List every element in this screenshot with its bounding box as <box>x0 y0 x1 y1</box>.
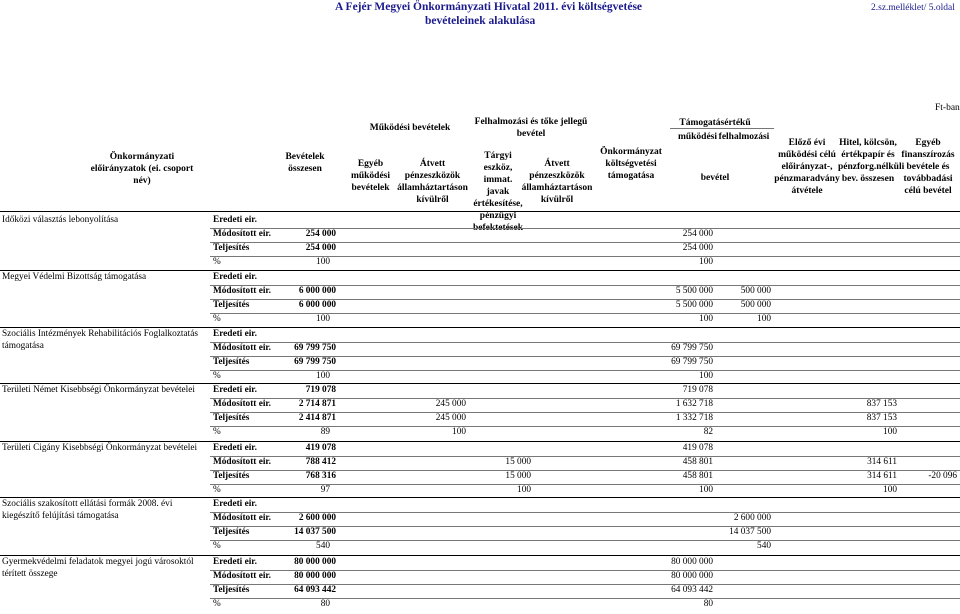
cell-optr: 245 000 <box>435 413 466 423</box>
cell-scap: 14 037 500 <box>729 527 771 537</box>
cell-gov: 100 <box>699 257 713 267</box>
row-total: 6 000 000 <box>298 286 336 296</box>
col-subsidy-rev-header: bevétel <box>700 173 730 183</box>
cell-gov: 80 000 000 <box>671 557 713 567</box>
cell-optr: 245 000 <box>435 399 466 409</box>
cell-other: 100 <box>883 485 897 495</box>
row-total: 254 000 <box>305 243 336 253</box>
row-label: Módosított eir. <box>213 457 272 467</box>
row-label: Eredeti eir. <box>213 272 257 282</box>
row-label: Módosított eir. <box>213 229 272 239</box>
cell-other: 314 611 <box>867 457 897 467</box>
col-capital-group-header: Felhalmozási és tőke jellegű bevétel <box>474 117 588 139</box>
row-label: Eredeti eir. <box>213 443 257 453</box>
cell-gov: 69 799 750 <box>671 357 713 367</box>
cell-gov: 419 078 <box>682 443 713 453</box>
group-name: Időközi választás lebonyolítása <box>2 215 119 225</box>
row-label: Teljesítés <box>213 527 250 537</box>
cell-sop: 500 000 <box>740 286 771 296</box>
row-label: Eredeti eir. <box>213 215 257 225</box>
col-subsidy-op-header: működési <box>677 132 718 142</box>
col-name-header: Önkormányzati előirányzatok (ei. csoport név) <box>90 152 194 186</box>
cell-other: 314 611 <box>867 471 897 481</box>
cell-gov: 1 632 718 <box>675 399 713 409</box>
row-label: Eredeti eir. <box>213 329 257 339</box>
col-other-fin-header: Egyéb finanszírozás bevétele és továbbadási célú bevétel <box>901 138 955 196</box>
row-total: 69 799 750 <box>294 343 336 353</box>
row-total: 100 <box>316 257 330 267</box>
row-total: 97 <box>320 485 330 495</box>
row-total: 89 <box>320 427 330 437</box>
col-op-transfer-header: Átvett pénzeszközök államháztartáson kívülről <box>397 159 468 205</box>
col-op-other-header: Egyéb működési bevételek <box>350 159 391 193</box>
page-subtitle: bevételeinek alakulása <box>425 15 536 27</box>
page-title: A Fejér Megyei Önkormányzati Hivatal 2011. évi költségvetése <box>335 1 643 13</box>
cell-gov: 82 <box>703 427 713 437</box>
group-name: Megyei Védelmi Bizottság támogatása <box>2 272 147 282</box>
cell-gov: 80 <box>703 599 713 609</box>
cell-gov: 100 <box>699 485 713 495</box>
row-label: % <box>213 314 221 324</box>
row-label: % <box>213 427 221 437</box>
page-reference: 2.sz.melléklet/ 5.oldal <box>871 3 955 13</box>
row-label: % <box>213 599 221 609</box>
row-total: 14 037 500 <box>294 527 336 537</box>
row-label: Teljesítés <box>213 413 250 423</box>
col-prev-year-header: Előző évi működési célú előirányzat-, pénzmaradvány átvétele <box>774 138 840 196</box>
row-label: Teljesítés <box>213 471 250 481</box>
row-total: 100 <box>316 371 330 381</box>
cell-gov: 80 000 000 <box>671 571 713 581</box>
row-total: 254 000 <box>305 229 336 239</box>
col-operating-group-header: Működési bevételek <box>369 123 451 133</box>
group-name: Területi Cigány Kisebbségi Önkormányzat bevételei <box>2 443 198 453</box>
cell-sop: 500 000 <box>740 300 771 310</box>
row-label: Módosított eir. <box>213 399 272 409</box>
cell-gov: 254 000 <box>682 243 713 253</box>
row-total: 2 600 000 <box>298 513 336 523</box>
row-total: 788 412 <box>305 457 336 467</box>
cell-scap: 2 600 000 <box>733 513 771 523</box>
row-label: Módosított eir. <box>213 343 272 353</box>
cell-other: 100 <box>883 427 897 437</box>
row-total: 540 <box>316 541 330 551</box>
cell-gov: 719 078 <box>682 385 713 395</box>
cell-gov: 458 801 <box>682 471 713 481</box>
col-loan-header: Hitel, kölcsön, értékpapír és pénzforg.nélküli bev. összesen <box>838 138 905 184</box>
row-total: 69 799 750 <box>294 357 336 367</box>
col-cap-transfer-header: Átvett pénzeszközök államháztartáson kívülről <box>521 159 593 205</box>
row-label: Teljesítés <box>213 300 250 310</box>
row-total: 80 <box>320 599 330 609</box>
row-label: % <box>213 371 221 381</box>
row-label: Módosított eir. <box>213 513 272 523</box>
cell-gov: 100 <box>699 371 713 381</box>
cell-captr: 15 000 <box>505 471 531 481</box>
cell-gov: 69 799 750 <box>671 343 713 353</box>
row-total: 2 714 871 <box>298 399 336 409</box>
row-label: Eredeti eir. <box>213 557 257 567</box>
row-total: 80 000 000 <box>294 557 336 567</box>
row-label: % <box>213 257 221 267</box>
cell-optr: 100 <box>452 427 466 437</box>
unit-label: Ft-ban <box>935 103 960 113</box>
group-name: Gyermekvédelmi feladatok megyei jogú városoktól térített összege <box>2 557 194 579</box>
cell-gov: 1 332 718 <box>675 413 713 423</box>
cell-gov: 458 801 <box>682 457 713 467</box>
cell-captr: 15 000 <box>505 457 531 467</box>
row-label: Eredeti eir. <box>213 385 257 395</box>
row-label: Módosított eir. <box>213 571 272 581</box>
group-name: Területi Német Kisebbségi Önkormányzat bevételei <box>2 385 195 395</box>
row-total: 80 000 000 <box>294 571 336 581</box>
cell-gov: 100 <box>699 314 713 324</box>
row-label: Teljesítés <box>213 243 250 253</box>
row-label: % <box>213 541 221 551</box>
group-name: Szociális Intézmények Rehabilitációs Foglalkoztatás támogatása <box>2 329 198 351</box>
row-total: 2 414 871 <box>298 413 336 423</box>
row-total: 719 078 <box>305 385 336 395</box>
row-label: % <box>213 485 221 495</box>
col-subsidy-cap-header: felhalmozási <box>718 132 770 142</box>
cell-sop: 100 <box>757 314 771 324</box>
col-cap-sale-header: Tárgyi eszköz, immat. javak értékesítése, pénzügyi befektetések <box>472 151 524 233</box>
row-total: 6 000 000 <box>298 300 336 310</box>
row-total: 768 316 <box>305 471 336 481</box>
row-total: 419 078 <box>305 443 336 453</box>
row-label: Eredeti eir. <box>213 499 257 509</box>
col-subsidy-group-header: Támogatásértékű <box>679 118 751 128</box>
cell-scap: 540 <box>757 541 771 551</box>
cell-gov: 64 093 442 <box>671 585 713 595</box>
cell-captr: 100 <box>517 485 531 495</box>
cell-other: 837 153 <box>866 413 897 423</box>
row-label: Teljesítés <box>213 585 250 595</box>
group-name: Szociális szakosított ellátási formák 2008. évi kiegészítő felújítási támogatása <box>2 499 173 521</box>
row-label: Teljesítés <box>213 357 250 367</box>
row-label: Módosított eir. <box>213 286 272 296</box>
cell-other: 837 153 <box>866 399 897 409</box>
col-gov-support-header: Önkormányzat költségvetési támogatása <box>600 147 662 181</box>
cell-gov: 5 500 000 <box>675 286 713 296</box>
row-total: 64 093 442 <box>294 585 336 595</box>
cell-extra: -20 096 <box>928 471 957 481</box>
col-total-header: Bevételek összesen <box>285 152 325 174</box>
cell-gov: 254 000 <box>682 229 713 239</box>
cell-gov: 5 500 000 <box>675 300 713 310</box>
row-total: 100 <box>316 314 330 324</box>
